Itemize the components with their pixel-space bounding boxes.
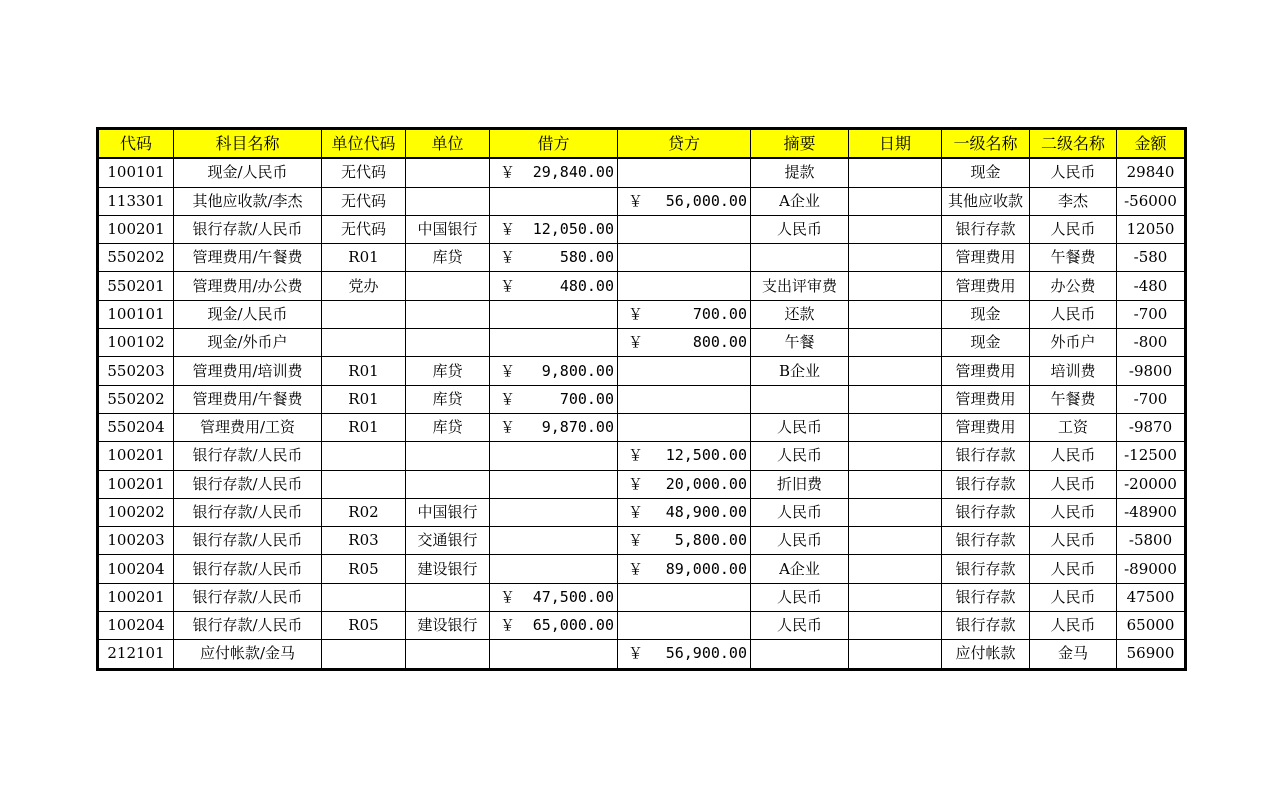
cell-level2[interactable]: 外币户 bbox=[1030, 329, 1117, 357]
cell-level1[interactable]: 现金 bbox=[942, 329, 1030, 357]
cell-date[interactable] bbox=[849, 215, 942, 243]
cell-code[interactable]: 212101 bbox=[98, 640, 174, 669]
cell-level2[interactable]: 人民币 bbox=[1030, 612, 1117, 640]
cell-level1[interactable]: 应付帐款 bbox=[942, 640, 1030, 669]
cell-level1[interactable]: 银行存款 bbox=[942, 612, 1030, 640]
cell-debit[interactable] bbox=[490, 612, 618, 640]
cell-date[interactable] bbox=[849, 555, 942, 583]
cell-subject[interactable]: 其他应收款/李杰 bbox=[174, 187, 322, 215]
cell-date[interactable] bbox=[849, 300, 942, 328]
cell-unit[interactable]: 建设银行 bbox=[406, 612, 490, 640]
cell-unit[interactable]: 库贷 bbox=[406, 413, 490, 441]
cell-code[interactable]: 100201 bbox=[98, 583, 174, 611]
cell-unit[interactable]: 库贷 bbox=[406, 244, 490, 272]
currency-symbol: ￥ bbox=[500, 616, 516, 635]
cell-amount[interactable]: -56000 bbox=[1117, 187, 1186, 215]
cell-unit-code[interactable]: 无代码 bbox=[322, 158, 406, 187]
cell-summary[interactable]: 人民币 bbox=[751, 583, 849, 611]
cell-code[interactable]: 550202 bbox=[98, 244, 174, 272]
currency-symbol: ￥ bbox=[500, 361, 516, 380]
cell-unit[interactable] bbox=[406, 329, 490, 357]
cell-subject[interactable]: 现金/外币户 bbox=[174, 329, 322, 357]
currency-symbol: ￥ bbox=[628, 474, 644, 493]
header-credit[interactable]: 贷方 bbox=[618, 129, 751, 159]
cell-unit-code[interactable] bbox=[322, 640, 406, 669]
header-unit-code[interactable]: 单位代码 bbox=[322, 129, 406, 159]
cell-level1[interactable]: 管理费用 bbox=[942, 385, 1030, 413]
table-row bbox=[98, 215, 1186, 243]
cell-debit-value: 47,500.00 bbox=[532, 587, 614, 606]
cell-code[interactable]: 550203 bbox=[98, 357, 174, 385]
cell-amount[interactable]: -9870 bbox=[1117, 413, 1186, 441]
cell-subject[interactable]: 现金/人民币 bbox=[174, 300, 322, 328]
currency-symbol: ￥ bbox=[500, 248, 516, 267]
cell-subject[interactable]: 现金/人民币 bbox=[174, 158, 322, 187]
cell-code[interactable]: 100201 bbox=[98, 442, 174, 470]
cell-unit-code[interactable]: 党办 bbox=[322, 272, 406, 300]
header-summary[interactable]: 摘要 bbox=[751, 129, 849, 159]
cell-unit[interactable] bbox=[406, 187, 490, 215]
cell-level1[interactable]: 管理费用 bbox=[942, 357, 1030, 385]
cell-level1[interactable]: 银行存款 bbox=[942, 442, 1030, 470]
cell-subject[interactable]: 应付帐款/金马 bbox=[174, 640, 322, 669]
cell-subject[interactable]: 银行存款/人民币 bbox=[174, 498, 322, 526]
cell-credit[interactable] bbox=[618, 498, 751, 526]
cell-debit-value: 700.00 bbox=[559, 389, 614, 408]
table-row bbox=[98, 470, 1186, 498]
cell-credit[interactable] bbox=[618, 555, 751, 583]
cell-level1[interactable]: 管理费用 bbox=[942, 413, 1030, 441]
cell-unit[interactable] bbox=[406, 158, 490, 187]
cell-credit-value: 56,900.00 bbox=[665, 644, 747, 663]
cell-amount[interactable]: 47500 bbox=[1117, 583, 1186, 611]
currency-symbol: ￥ bbox=[628, 333, 644, 352]
cell-level1[interactable]: 银行存款 bbox=[942, 215, 1030, 243]
cell-unit-code[interactable]: R01 bbox=[322, 413, 406, 441]
cell-level2[interactable]: 午餐费 bbox=[1030, 385, 1117, 413]
cell-unit[interactable] bbox=[406, 272, 490, 300]
cell-credit[interactable] bbox=[618, 583, 751, 611]
cell-credit-value: 700.00 bbox=[692, 304, 747, 323]
cell-code[interactable]: 113301 bbox=[98, 187, 174, 215]
cell-summary[interactable]: B企业 bbox=[751, 357, 849, 385]
currency-symbol: ￥ bbox=[628, 644, 644, 663]
cell-code[interactable]: 100201 bbox=[98, 215, 174, 243]
cell-unit[interactable]: 库贷 bbox=[406, 357, 490, 385]
table-row bbox=[98, 612, 1186, 640]
currency-symbol: ￥ bbox=[500, 163, 516, 182]
cell-summary[interactable]: 人民币 bbox=[751, 413, 849, 441]
cell-level2[interactable]: 办公费 bbox=[1030, 272, 1117, 300]
currency-symbol: ￥ bbox=[500, 276, 516, 295]
cell-date[interactable] bbox=[849, 272, 942, 300]
cell-summary[interactable]: A企业 bbox=[751, 187, 849, 215]
cell-amount[interactable]: -89000 bbox=[1117, 555, 1186, 583]
cell-unit-code[interactable]: R05 bbox=[322, 555, 406, 583]
cell-credit-value: 48,900.00 bbox=[665, 503, 747, 521]
cell-code[interactable]: 100202 bbox=[98, 498, 174, 526]
cell-level1[interactable]: 现金 bbox=[942, 300, 1030, 328]
cell-level2[interactable]: 金马 bbox=[1030, 640, 1117, 669]
cell-unit[interactable]: 中国银行 bbox=[406, 498, 490, 526]
cell-unit[interactable]: 交通银行 bbox=[406, 527, 490, 555]
cell-summary[interactable]: 支出评审费 bbox=[751, 272, 849, 300]
table-row bbox=[98, 498, 1186, 526]
cell-debit[interactable] bbox=[490, 300, 618, 328]
header-level2[interactable]: 二级名称 bbox=[1030, 129, 1117, 159]
cell-date[interactable] bbox=[849, 385, 942, 413]
cell-code[interactable]: 100201 bbox=[98, 470, 174, 498]
cell-credit[interactable] bbox=[618, 385, 751, 413]
cell-amount[interactable]: -480 bbox=[1117, 272, 1186, 300]
cell-credit-value: 800.00 bbox=[692, 333, 747, 352]
cell-unit[interactable]: 中国银行 bbox=[406, 215, 490, 243]
cell-credit[interactable] bbox=[618, 413, 751, 441]
cell-level2[interactable]: 人民币 bbox=[1030, 442, 1117, 470]
cell-debit-value: 480.00 bbox=[559, 276, 614, 295]
table-row bbox=[98, 158, 1186, 187]
cell-level2[interactable]: 培训费 bbox=[1030, 357, 1117, 385]
table-row bbox=[98, 187, 1186, 215]
cell-unit-code[interactable]: R01 bbox=[322, 244, 406, 272]
cell-summary[interactable]: 人民币 bbox=[751, 612, 849, 640]
cell-level2[interactable]: 人民币 bbox=[1030, 498, 1117, 526]
cell-unit-code[interactable] bbox=[322, 442, 406, 470]
cell-credit[interactable] bbox=[618, 215, 751, 243]
cell-unit-code[interactable]: R01 bbox=[322, 357, 406, 385]
cell-credit-value: 12,500.00 bbox=[665, 446, 747, 465]
cell-summary[interactable]: A企业 bbox=[751, 555, 849, 583]
cell-summary[interactable] bbox=[751, 640, 849, 669]
cell-code[interactable]: 550204 bbox=[98, 413, 174, 441]
cell-code[interactable]: 550202 bbox=[98, 385, 174, 413]
cell-unit[interactable] bbox=[406, 640, 490, 669]
cell-unit-code[interactable] bbox=[322, 583, 406, 611]
cell-amount[interactable]: 56900 bbox=[1117, 640, 1186, 669]
cell-debit[interactable] bbox=[490, 498, 618, 526]
cell-level1[interactable]: 银行存款 bbox=[942, 527, 1030, 555]
cell-amount[interactable]: -700 bbox=[1117, 300, 1186, 328]
cell-level1[interactable]: 银行存款 bbox=[942, 583, 1030, 611]
cell-unit[interactable] bbox=[406, 442, 490, 470]
cell-subject[interactable]: 银行存款/人民币 bbox=[174, 470, 322, 498]
cell-debit-value: 29,840.00 bbox=[532, 163, 614, 182]
cell-debit-value: 9,870.00 bbox=[541, 418, 614, 437]
cell-date[interactable] bbox=[849, 583, 942, 611]
cell-date[interactable] bbox=[849, 413, 942, 441]
header-date[interactable]: 日期 bbox=[849, 129, 942, 159]
cell-amount[interactable]: -580 bbox=[1117, 244, 1186, 272]
cell-unit[interactable] bbox=[406, 583, 490, 611]
cell-level1[interactable]: 银行存款 bbox=[942, 498, 1030, 526]
cell-unit-code[interactable] bbox=[322, 300, 406, 328]
header-subject[interactable]: 科目名称 bbox=[174, 129, 322, 159]
cell-amount[interactable]: -20000 bbox=[1117, 470, 1186, 498]
currency-symbol: ￥ bbox=[628, 304, 644, 323]
cell-debit[interactable] bbox=[490, 187, 618, 215]
cell-debit[interactable] bbox=[490, 244, 618, 272]
cell-subject[interactable]: 银行存款/人民币 bbox=[174, 583, 322, 611]
cell-summary[interactable]: 人民币 bbox=[751, 498, 849, 526]
currency-symbol: ￥ bbox=[628, 559, 644, 578]
cell-date[interactable] bbox=[849, 329, 942, 357]
cell-level1[interactable]: 管理费用 bbox=[942, 272, 1030, 300]
cell-credit[interactable] bbox=[618, 640, 751, 669]
cell-unit[interactable]: 建设银行 bbox=[406, 555, 490, 583]
cell-level2[interactable]: 午餐费 bbox=[1030, 244, 1117, 272]
cell-debit-value: 65,000.00 bbox=[532, 616, 614, 635]
cell-subject[interactable]: 银行存款/人民币 bbox=[174, 612, 322, 640]
cell-subject[interactable]: 银行存款/人民币 bbox=[174, 442, 322, 470]
cell-credit-value: 20,000.00 bbox=[665, 474, 747, 493]
cell-level2[interactable]: 人民币 bbox=[1030, 555, 1117, 583]
currency-symbol: ￥ bbox=[628, 531, 644, 550]
cell-date[interactable] bbox=[849, 470, 942, 498]
table-row bbox=[98, 413, 1186, 441]
cell-unit-code[interactable]: 无代码 bbox=[322, 187, 406, 215]
cell-unit[interactable] bbox=[406, 300, 490, 328]
cell-subject[interactable]: 管理费用/工资 bbox=[174, 413, 322, 441]
cell-amount[interactable]: -800 bbox=[1117, 329, 1186, 357]
table-row bbox=[98, 357, 1186, 385]
cell-debit[interactable] bbox=[490, 215, 618, 243]
cell-unit[interactable]: 库贷 bbox=[406, 385, 490, 413]
cell-summary[interactable]: 人民币 bbox=[751, 215, 849, 243]
cell-level2[interactable]: 人民币 bbox=[1030, 158, 1117, 187]
cell-summary[interactable]: 人民币 bbox=[751, 527, 849, 555]
cell-credit[interactable] bbox=[618, 329, 751, 357]
cell-credit[interactable] bbox=[618, 272, 751, 300]
table-row bbox=[98, 272, 1186, 300]
cell-amount[interactable]: 65000 bbox=[1117, 612, 1186, 640]
currency-symbol: ￥ bbox=[500, 587, 516, 606]
cell-date[interactable] bbox=[849, 527, 942, 555]
cell-debit[interactable] bbox=[490, 583, 618, 611]
cell-date[interactable] bbox=[849, 442, 942, 470]
cell-date[interactable] bbox=[849, 498, 942, 526]
table-row bbox=[98, 640, 1186, 669]
cell-level1[interactable]: 其他应收款 bbox=[942, 187, 1030, 215]
cell-credit[interactable] bbox=[618, 527, 751, 555]
cell-code[interactable]: 550201 bbox=[98, 272, 174, 300]
cell-credit[interactable] bbox=[618, 442, 751, 470]
table-row bbox=[98, 583, 1186, 611]
cell-code[interactable]: 100101 bbox=[98, 158, 174, 187]
header-unit[interactable]: 单位 bbox=[406, 129, 490, 159]
table-row bbox=[98, 300, 1186, 328]
cell-credit[interactable] bbox=[618, 244, 751, 272]
cell-level2[interactable]: 人民币 bbox=[1030, 527, 1117, 555]
cell-credit[interactable] bbox=[618, 158, 751, 187]
cell-subject[interactable]: 管理费用/午餐费 bbox=[174, 244, 322, 272]
cell-unit-code[interactable]: R01 bbox=[322, 385, 406, 413]
cell-subject[interactable]: 银行存款/人民币 bbox=[174, 527, 322, 555]
cell-debit[interactable] bbox=[490, 527, 618, 555]
cell-summary[interactable]: 还款 bbox=[751, 300, 849, 328]
header-debit[interactable]: 借方 bbox=[490, 129, 618, 159]
cell-code[interactable]: 100101 bbox=[98, 300, 174, 328]
cell-level2[interactable]: 人民币 bbox=[1030, 583, 1117, 611]
header-level1[interactable]: 一级名称 bbox=[942, 129, 1030, 159]
cell-credit[interactable] bbox=[618, 612, 751, 640]
cell-amount[interactable]: 12050 bbox=[1117, 215, 1186, 243]
currency-symbol: ￥ bbox=[628, 446, 644, 465]
cell-debit-value: 9,800.00 bbox=[541, 361, 614, 380]
cell-unit-code[interactable]: R03 bbox=[322, 527, 406, 555]
cell-date[interactable] bbox=[849, 640, 942, 669]
cell-summary[interactable]: 午餐 bbox=[751, 329, 849, 357]
cell-credit[interactable] bbox=[618, 187, 751, 215]
cell-credit[interactable] bbox=[618, 470, 751, 498]
cell-debit[interactable] bbox=[490, 555, 618, 583]
cell-level2[interactable]: 李杰 bbox=[1030, 187, 1117, 215]
cell-subject[interactable]: 管理费用/办公费 bbox=[174, 272, 322, 300]
cell-date[interactable] bbox=[849, 158, 942, 187]
cell-amount[interactable]: -48900 bbox=[1117, 498, 1186, 526]
cell-debit-value: 12,050.00 bbox=[532, 220, 614, 239]
cell-subject[interactable]: 管理费用/午餐费 bbox=[174, 385, 322, 413]
cell-debit[interactable] bbox=[490, 385, 618, 413]
currency-symbol: ￥ bbox=[500, 389, 516, 408]
cell-date[interactable] bbox=[849, 244, 942, 272]
cell-code[interactable]: 100203 bbox=[98, 527, 174, 555]
cell-level1[interactable]: 银行存款 bbox=[942, 555, 1030, 583]
cell-credit[interactable] bbox=[618, 357, 751, 385]
cell-summary[interactable]: 折旧费 bbox=[751, 470, 849, 498]
cell-summary[interactable]: 提款 bbox=[751, 158, 849, 187]
cell-debit[interactable] bbox=[490, 413, 618, 441]
currency-symbol: ￥ bbox=[628, 191, 644, 210]
cell-level2[interactable]: 人民币 bbox=[1030, 300, 1117, 328]
cell-summary[interactable] bbox=[751, 385, 849, 413]
cell-unit-code[interactable]: R05 bbox=[322, 612, 406, 640]
cell-credit-value: 89,000.00 bbox=[665, 559, 747, 578]
cell-level2[interactable]: 人民币 bbox=[1030, 215, 1117, 243]
table-row bbox=[98, 385, 1186, 413]
cell-level1[interactable]: 银行存款 bbox=[942, 470, 1030, 498]
cell-amount[interactable]: -700 bbox=[1117, 385, 1186, 413]
cell-debit[interactable] bbox=[490, 640, 618, 669]
currency-symbol: ￥ bbox=[500, 220, 516, 239]
cell-amount[interactable]: -9800 bbox=[1117, 357, 1186, 385]
cell-date[interactable] bbox=[849, 612, 942, 640]
cell-amount[interactable]: -5800 bbox=[1117, 527, 1186, 555]
cell-debit-value: 580.00 bbox=[559, 248, 614, 267]
cell-unit-code[interactable]: 无代码 bbox=[322, 215, 406, 243]
cell-subject[interactable]: 管理费用/培训费 bbox=[174, 357, 322, 385]
cell-level1[interactable]: 现金 bbox=[942, 158, 1030, 187]
cell-debit[interactable] bbox=[490, 272, 618, 300]
header-row bbox=[98, 129, 1186, 159]
cell-unit-code[interactable]: R02 bbox=[322, 498, 406, 526]
cell-subject[interactable]: 银行存款/人民币 bbox=[174, 215, 322, 243]
cell-credit-value: 56,000.00 bbox=[665, 191, 747, 210]
cell-summary[interactable]: 人民币 bbox=[751, 442, 849, 470]
cell-summary[interactable] bbox=[751, 244, 849, 272]
cell-subject[interactable]: 银行存款/人民币 bbox=[174, 555, 322, 583]
cell-amount[interactable]: -12500 bbox=[1117, 442, 1186, 470]
cell-debit[interactable] bbox=[490, 158, 618, 187]
cell-level2[interactable]: 工资 bbox=[1030, 413, 1117, 441]
cell-date[interactable] bbox=[849, 357, 942, 385]
cell-code[interactable]: 100204 bbox=[98, 612, 174, 640]
cell-credit[interactable] bbox=[618, 300, 751, 328]
table-row bbox=[98, 329, 1186, 357]
table-row bbox=[98, 555, 1186, 583]
ledger-body bbox=[98, 158, 1186, 669]
cell-level1[interactable]: 管理费用 bbox=[942, 244, 1030, 272]
cell-unit[interactable] bbox=[406, 470, 490, 498]
cell-debit[interactable] bbox=[490, 357, 618, 385]
ledger-table bbox=[96, 127, 1187, 671]
cell-debit[interactable] bbox=[490, 470, 618, 498]
cell-unit-code[interactable] bbox=[322, 470, 406, 498]
cell-credit-value: 5,800.00 bbox=[674, 531, 747, 550]
currency-symbol: ￥ bbox=[500, 418, 516, 437]
cell-date[interactable] bbox=[849, 187, 942, 215]
cell-unit-code[interactable] bbox=[322, 329, 406, 357]
table-row bbox=[98, 527, 1186, 555]
header-amount[interactable]: 金额 bbox=[1117, 129, 1186, 159]
table-row bbox=[98, 442, 1186, 470]
cell-level2[interactable]: 人民币 bbox=[1030, 470, 1117, 498]
currency-symbol: ￥ bbox=[628, 503, 644, 521]
cell-debit[interactable] bbox=[490, 329, 618, 357]
table-row bbox=[98, 244, 1186, 272]
cell-amount[interactable]: 29840 bbox=[1117, 158, 1186, 187]
cell-code[interactable]: 100204 bbox=[98, 555, 174, 583]
header-code[interactable]: 代码 bbox=[98, 129, 174, 159]
cell-code[interactable]: 100102 bbox=[98, 329, 174, 357]
cell-debit[interactable] bbox=[490, 442, 618, 470]
